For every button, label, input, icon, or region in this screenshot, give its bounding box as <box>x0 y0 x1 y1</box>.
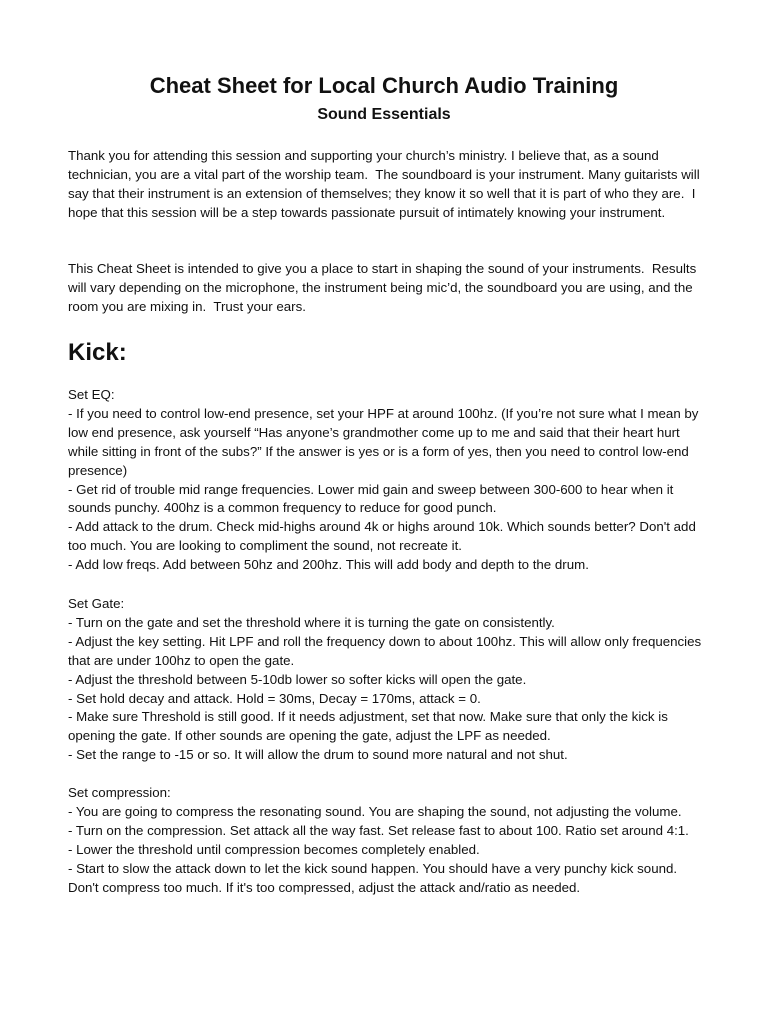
intro-paragraph: This Cheat Sheet is intended to give you a place to start in shaping the sound of your instruments. Results will vary depending on the microphone, the instrument being mic’d, the soundboard you are using, and the room you are mixing in. Trust your ears. <box>68 261 700 314</box>
list-item: - Lower the threshold until compression becomes completely enabled. <box>68 841 480 857</box>
list-item: - Get rid of trouble mid range frequencies. Lower mid gain and sweep between 300-600 to hear when it sounds punchy. 400hz is a common frequency to reduce for good punch. <box>68 481 674 516</box>
list-item: - Start to slow the attack down to let the kick sound happen. You should have a very punchy kick sound. Don't compress too much. If it's too compressed, adjust the attack and/ratio as needed. <box>68 860 678 895</box>
list-item: - You are going to compress the resonating sound. You are shaping the sound, not adjusting the volume. <box>68 803 682 819</box>
intro-paragraph: Thank you for attending this session and supporting your church’s ministry. I believe that, as a sound technician, you are a vital part of the worship team. The soundboard is your instrument. Many guitarists will say that their instrument is an extension of themselves; they know it so well that it is part of who they are. I hope that this session will be a step towards passionate pursuit of intimately knowing your instrument. <box>68 148 704 220</box>
document-subtitle: Sound Essentials <box>317 106 451 123</box>
section-label: Set Gate: <box>68 596 125 611</box>
list-item: - Add low freqs. Add between 50hz and 200hz. This will add body and depth to the drum. <box>68 557 589 573</box>
list-item: - Set hold decay and attack. Hold = 30ms, Decay = 170ms, attack = 0. <box>68 690 481 706</box>
step-list <box>68 405 708 575</box>
set-eq-section <box>68 386 708 575</box>
section-label: Set EQ: <box>68 387 115 402</box>
list-item: - Adjust the threshold between 5-10db lower so softer kicks will open the gate. <box>68 671 527 687</box>
set-gate-section <box>68 595 708 765</box>
list-item: - Turn on the compression. Set attack all the way fast. Set release fast to about 100. Ratio set around 4:1. <box>68 822 689 838</box>
section-heading-kick: Kick: <box>68 339 127 366</box>
section-label: Set compression: <box>68 785 171 800</box>
list-item: - Set the range to -15 or so. It will allow the drum to sound more natural and not shut. <box>68 747 568 763</box>
list-item: - Make sure Threshold is still good. If it needs adjustment, set that now. Make sure that only the kick is opening the gate. If other sounds are opening the gate, adjust the LPF as needed. <box>68 709 668 744</box>
list-item: - Add attack to the drum. Check mid-highs around 4k or highs around 10k. Which sounds better? Don't add too much. You are looking to compliment the sound, not recreate it. <box>68 519 696 554</box>
list-item: - Turn on the gate and set the threshold where it is turning the gate on consistently. <box>68 614 555 630</box>
document-title: Cheat Sheet for Local Church Audio Training <box>149 73 619 98</box>
step-list <box>68 614 708 765</box>
list-item: - Adjust the key setting. Hit LPF and roll the frequency down to about 100hz. This will allow only frequencies that are under 100hz to open the gate. <box>68 633 702 668</box>
list-item: - If you need to control low-end presence, set your HPF at around 100hz. (If you’re not sure what I mean by low end presence, ask yourself “Has anyone’s grandmother come up to me and said that their heart hurt while sitting in front of the subs?” If the answer is yes or is a form of yes, then you need to control low-end presence) <box>68 405 699 478</box>
set-compression-section <box>68 784 708 897</box>
step-list <box>68 803 708 898</box>
